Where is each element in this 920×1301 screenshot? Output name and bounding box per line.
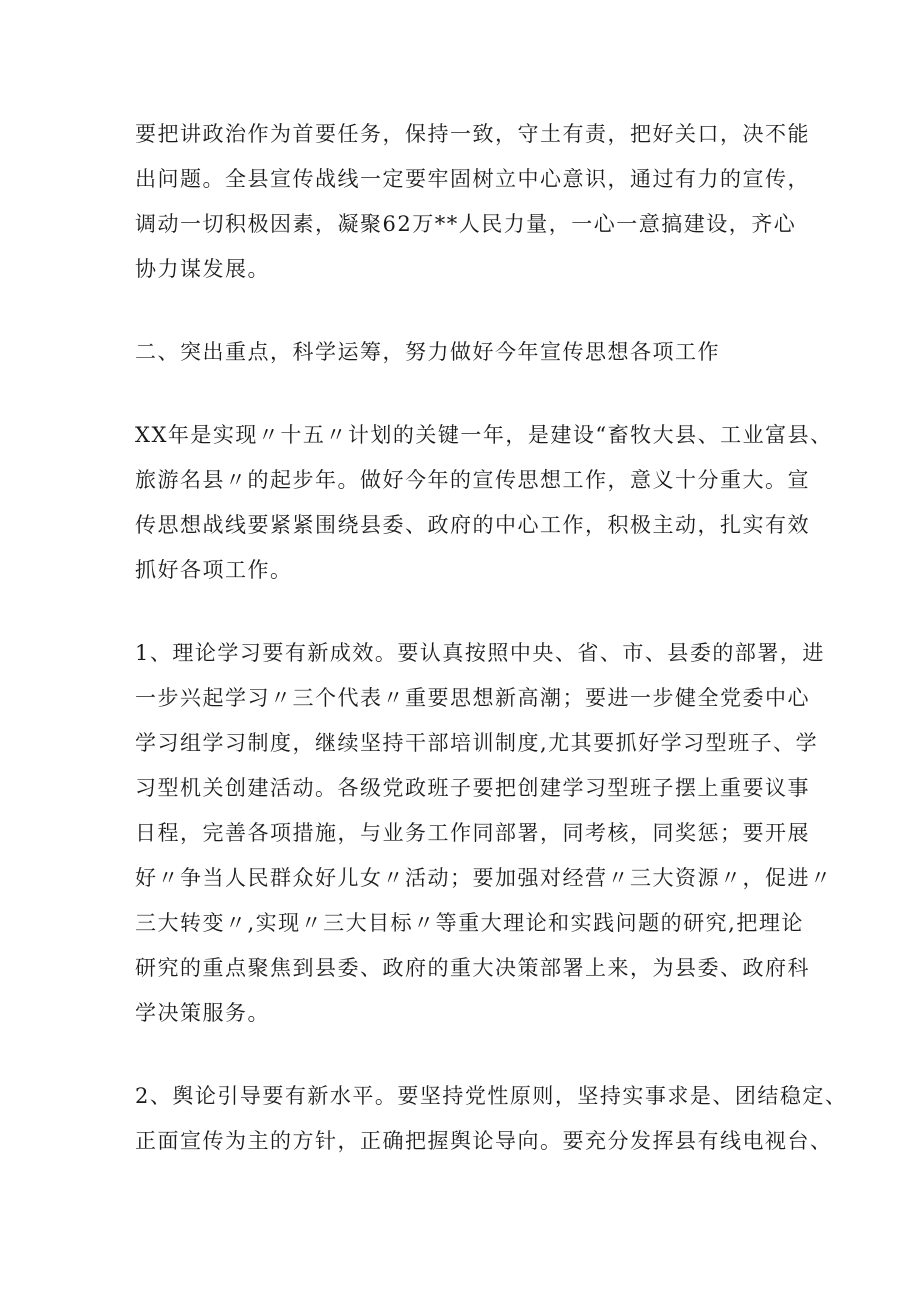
text-line: 三大转变〃,实现〃三大目标〃等重大理论和实践问题的研究,把理论 [135,911,804,935]
heading-line: 二、突出重点，科学运筹，努力做好今年宣传思想各项工作 [135,340,720,364]
paragraph-gap [135,375,785,413]
text-line: 出问题。全县宣传战线一定要牢固树立中心意识，通过有力的宣传， [135,167,810,191]
text-line: 1、理论学习要有新成效。要认真按照中央、省、市、县委的部署，进 [135,641,825,665]
text-line: 旅游名县〃的起步年。做好今年的宣传思想工作，意义十分重大。宣 [135,468,810,492]
section-heading [135,330,785,375]
text-line: 调动一切积极因素，凝聚62万**人民力量，一心一意搞建设，齐心 [135,212,797,236]
paragraph-theory-study [135,631,833,1036]
text-line: 学决策服务。 [135,1001,270,1025]
text-line: 传思想战线要紧紧围绕县委、政府的中心工作，积极主动，扎实有效 [135,513,810,537]
text-line: 要把讲政治作为首要任务，保持一致，守土有责，把好关口，决不能 [135,122,810,146]
paragraph-gap [135,593,785,631]
text-line: 抓好各项工作。 [135,558,293,582]
text-line: 正面宣传为主的方针，正确把握舆论导向。要充分发挥县有线电视台、 [135,1129,833,1153]
paragraph-public-opinion [135,1074,848,1164]
text-line: 协力谋发展。 [135,257,270,281]
text-line: 学习组学习制度，继续坚持干部培训制度,尤其要抓好学习型班子、学 [135,731,819,755]
text-line: 2、舆论引导要有新水平。要坚持党性原则，坚持实事求是、团结稳定、 [135,1084,848,1108]
document-body [135,112,848,1164]
text-line: 日程，完善各项措施，与业务工作同部署，同考核，同奖惩；要开展 [135,821,810,845]
text-line: 习型机关创建活动。各级党政班子要把创建学习型班子摆上重要议事 [135,776,810,800]
paragraph-gap [135,1036,785,1074]
text-line: 研究的重点聚焦到县委、政府的重大决策部署上来，为县委、政府科 [135,956,810,980]
paragraph-intro [135,413,833,593]
paragraph-conclusion [135,112,810,292]
text-line: 好〃争当人民群众好儿女〃活动；要加强对经营〃三大资源〃，促进〃 [135,866,833,890]
text-line: XX年是实现〃十五〃计划的关键一年，是建设“畜牧大县、工业富县、 [135,423,833,447]
paragraph-gap [135,292,785,330]
text-line: 一步兴起学习〃三个代表〃重要思想新高潮；要进一步健全党委中心 [135,686,810,710]
